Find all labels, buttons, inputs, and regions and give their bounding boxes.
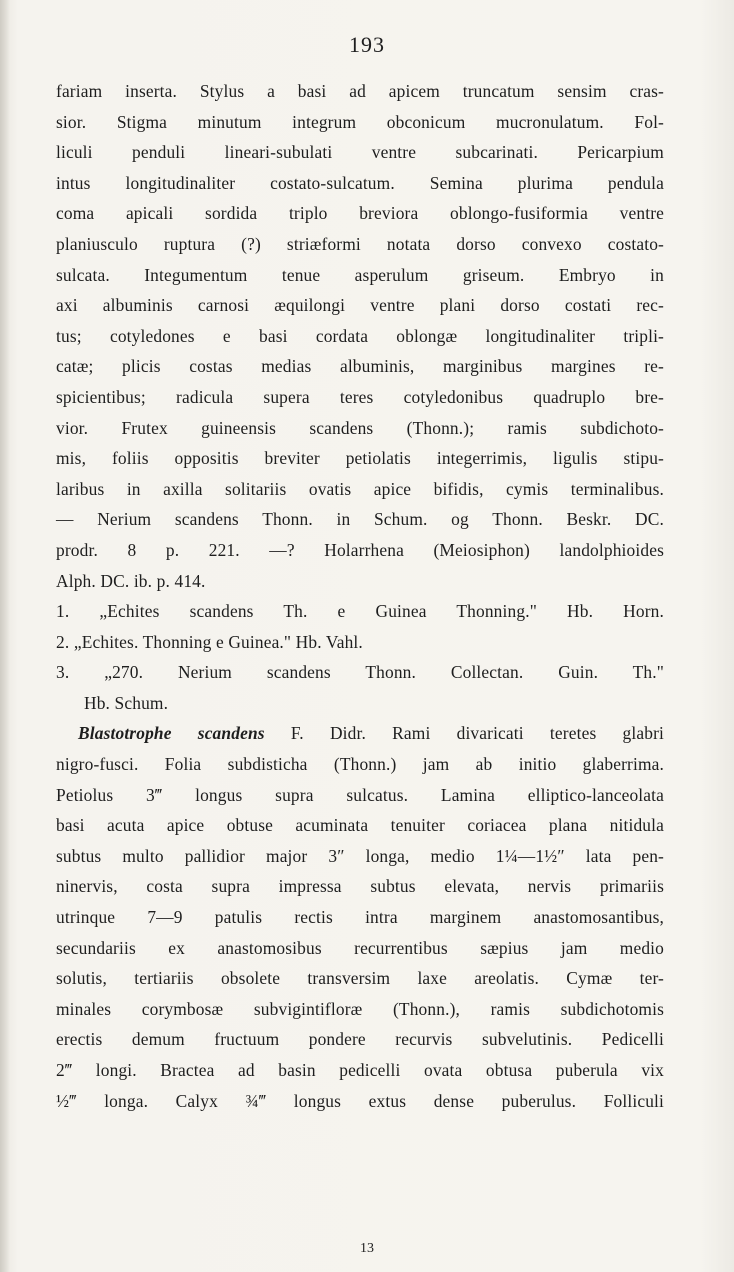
page-number: 193 — [349, 32, 385, 57]
line-text: utrinque 7—9 patulis rectis intra marginem anastomosantibus, — [56, 907, 664, 928]
text-line — [56, 933, 664, 964]
text-line — [56, 107, 664, 138]
text-line — [56, 474, 664, 505]
line-text: fariam inserta. Stylus a basi ad apicem truncatum sensim cras- — [56, 81, 664, 101]
text-line — [56, 443, 664, 474]
text-line — [56, 260, 664, 291]
text-line — [56, 1055, 664, 1086]
text-line — [56, 749, 664, 780]
line-text: ninervis, costa supra impressa subtus elevata, nervis primariis — [56, 876, 664, 897]
line-text: erectis demum fructuum pondere recurvis subvelutinis. Pedicelli — [56, 1029, 664, 1050]
text-line — [56, 810, 664, 841]
line-text: coma apicali sordida triplo breviora oblongo-fusiformia ventre — [56, 203, 664, 224]
text-line — [56, 229, 664, 260]
binding-shadow — [0, 0, 10, 1272]
line-text: solutis, tertiariis obsolete transversim laxe areolatis. Cymæ ter- — [56, 968, 664, 989]
line-text: secundariis ex anastomosibus recurrentibus sæpius jam medio — [56, 937, 664, 958]
text-line — [56, 535, 664, 566]
text-line — [56, 871, 664, 902]
line-text: liculi penduli lineari-subulati ventre subcarinati. Pericarpium — [56, 142, 664, 163]
signature-mark: 13 — [360, 1241, 374, 1256]
text-line — [56, 902, 664, 933]
text-line — [56, 413, 664, 444]
text-line — [56, 688, 664, 719]
text-line — [56, 627, 664, 658]
line-text: tus; cotyledones e basi cordata oblongæ longitudinaliter tripli- — [56, 325, 664, 346]
body-text — [56, 76, 664, 1116]
line-text: mis, foliis oppositis breviter petiolatis integerrimis, ligulis stipu- — [56, 448, 664, 469]
text-line — [56, 168, 664, 199]
text-line — [56, 382, 664, 413]
text-line — [56, 351, 664, 382]
line-text: vior. Frutex guineensis scandens (Thonn.); ramis subdichoto- — [56, 417, 664, 438]
text-line — [56, 321, 664, 352]
line-text: 3. „270. Nerium scandens Thonn. Collectan. Guin. Th." — [56, 662, 664, 683]
line-text: Petiolus 3‴ longus supra sulcatus. Lamina elliptico-lanceolata — [56, 784, 664, 805]
text-line — [56, 1024, 664, 1055]
text-line — [56, 566, 664, 597]
line-text: minales corymbosæ subvigintifloræ (Thonn.), ramis subdichotomis — [56, 998, 664, 1019]
line-text: laribus in axilla solitariis ovatis apice bifidis, cymis terminalibus. — [56, 478, 664, 499]
text-line — [56, 780, 664, 811]
line-text: catæ; plicis costas medias albuminis, marginibus margines re- — [56, 356, 664, 377]
line-text: spicientibus; radicula supera teres cotyledonibus quadruplo bre- — [56, 386, 664, 407]
line-text: subtus multo pallidior major 3″ longa, medio 1¼—1½″ lata pen- — [56, 845, 664, 866]
text-line — [56, 963, 664, 994]
line-text: axi albuminis carnosi æquilongi ventre plani dorso costati rec- — [56, 295, 664, 316]
text-line — [56, 718, 664, 749]
line-text: 2. „Echites. Thonning e Guinea." Hb. Vahl. — [56, 631, 363, 652]
line-text: Hb. Schum. — [84, 692, 169, 713]
line-text: planiusculo ruptura (?) striæformi notata dorso convexo costato- — [56, 233, 664, 254]
text-line — [56, 76, 664, 107]
text-line — [56, 290, 664, 321]
line-text: — Nerium scandens Thonn. in Schum. og Thonn. Beskr. DC. — [56, 509, 664, 530]
line-text: prodr. 8 p. 221. —? Holarrhena (Meiosiphon) landolphioides — [56, 539, 664, 560]
line-text: Alph. DC. ib. p. 414. — [56, 570, 206, 591]
text-line — [56, 198, 664, 229]
line-text: sulcata. Integumentum tenue asperulum griseum. Embryo in — [56, 264, 664, 285]
text-line — [56, 504, 664, 535]
line-text: ½‴ longa. Calyx ¾‴ longus extus dense puberulus. Folliculi — [56, 1090, 664, 1111]
text-line — [56, 841, 664, 872]
line-text: nigro-fusci. Folia subdisticha (Thonn.) jam ab initio glaberrima. — [56, 754, 664, 775]
text-line — [56, 657, 664, 688]
text-line — [56, 137, 664, 168]
text-line — [56, 1086, 664, 1117]
species-name: Blastotrophe scandens — [78, 723, 265, 744]
line-text: 1. „Echites scandens Th. e Guinea Thonning." Hb. Horn. — [56, 601, 664, 622]
line-text: F. Didr. Rami divaricati teretes glabri — [264, 723, 664, 744]
text-line — [56, 994, 664, 1025]
line-text: 2‴ longi. Bractea ad basin pedicelli ovata obtusa puberula vix — [56, 1060, 664, 1080]
line-text: basi acuta apice obtuse acuminata tenuiter coriacea plana nitidula — [56, 815, 664, 836]
text-line — [56, 596, 664, 627]
line-text: intus longitudinaliter costato-sulcatum. Semina plurima pendula — [56, 172, 664, 193]
line-text: sior. Stigma minutum integrum obconicum mucronulatum. Fol- — [56, 111, 664, 132]
